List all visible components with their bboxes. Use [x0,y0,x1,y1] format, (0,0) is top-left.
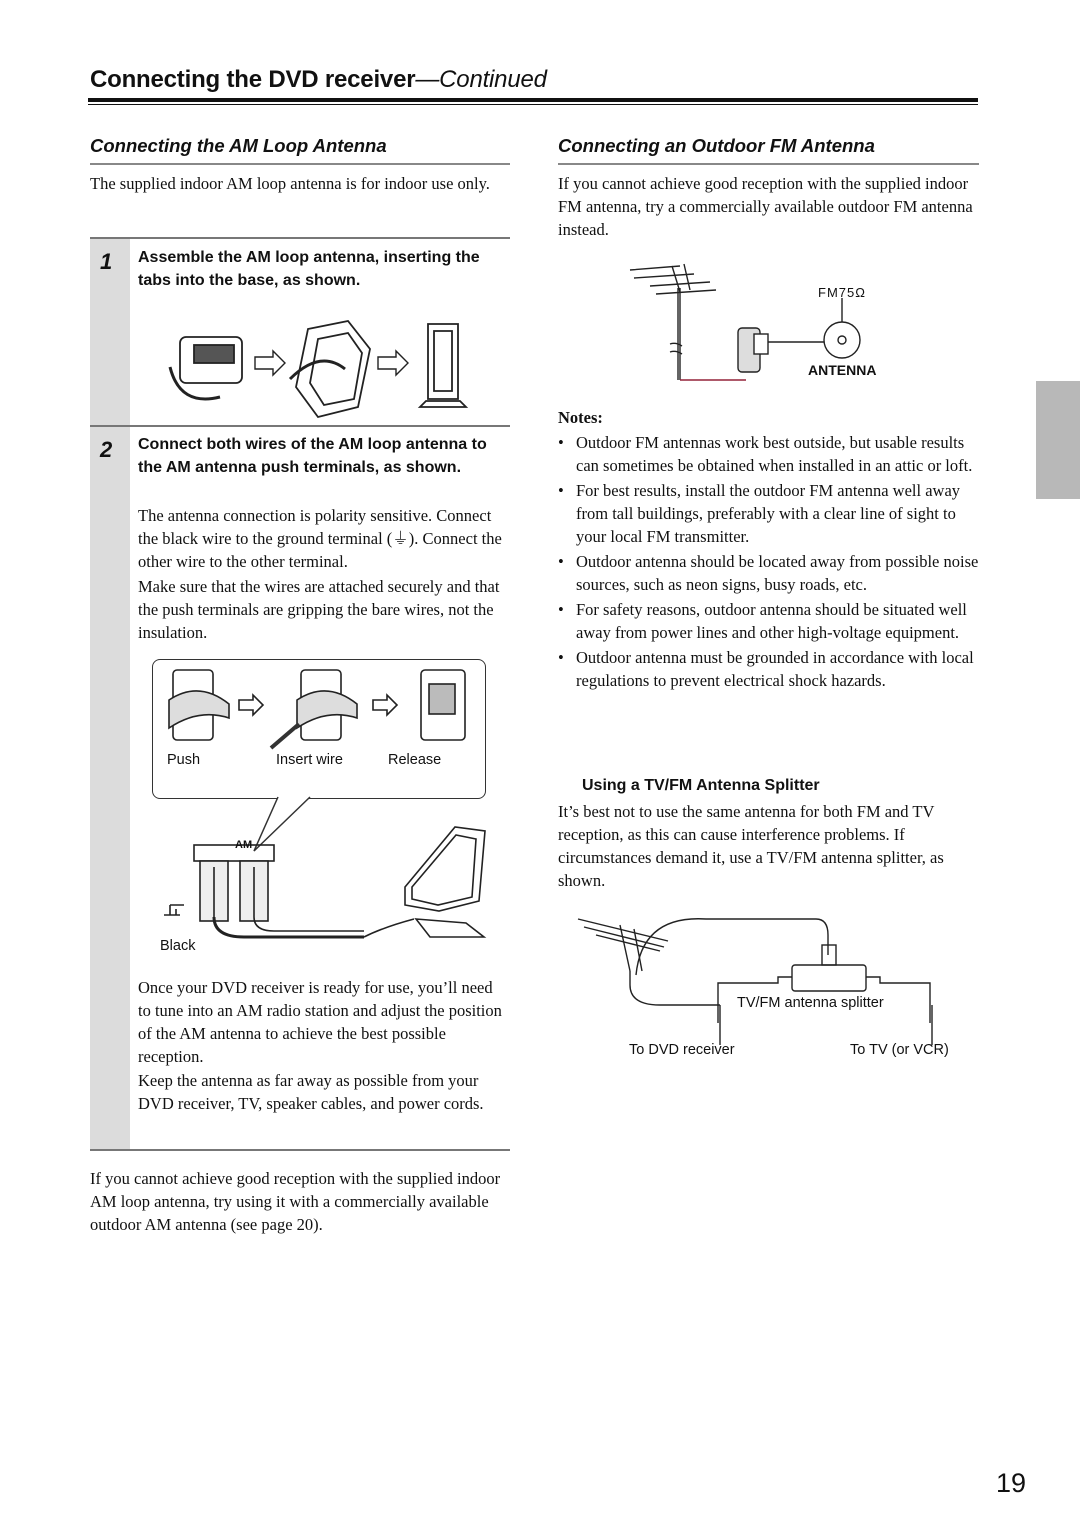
push-terminal-illustration [153,660,485,760]
splitter-heading: Using a TV/FM Antenna Splitter [582,777,820,794]
note-item: • Outdoor antenna should be located away from possible noise sources, such as neon signs, busy roads, etc. [558,550,980,596]
step2-bottom-rule [90,1149,510,1151]
section-heading-am: Connecting the AM Loop Antenna [90,135,387,156]
to-dvd-label: To DVD receiver [629,1042,735,1058]
fm-intro: If you cannot achieve good reception with the supplied indoor FM antenna, try a commercially available outdoor FM antenna instead. [558,174,973,239]
notes-title: Notes: [558,408,603,427]
page-title-main: Connecting the DVD receiver [90,66,416,93]
section-heading-fm: Connecting an Outdoor FM Antenna [558,135,875,156]
splitter-label: TV/FM antenna splitter [737,995,884,1011]
step1-box [90,239,510,425]
label-push: Push [167,752,201,768]
notes-list [558,431,980,694]
antenna-label: ANTENNA [808,362,877,378]
step1-number: 1 [100,249,113,274]
step2-keep-away-text: Keep the antenna as far away as possible from your DVD receiver, TV, speaker cables, and power cords. [138,1071,484,1113]
section-side-tab [1036,381,1080,499]
page-number: 19 [995,1468,1026,1498]
note-item: • Outdoor FM antennas work best outside, but usable results can sometimes be obtained when installed in an attic or loft. [558,431,980,477]
step2-title: Connect both wires of the AM loop antenna to the AM antenna push terminals, as shown. [138,436,487,476]
page-title [90,66,547,94]
ground-icon: ⏚ [392,529,409,548]
label-insert-wire: Insert wire [276,752,343,768]
tv-fm-splitter-illustration [570,905,970,1045]
to-tv-label: To TV (or VCR) [850,1042,949,1058]
step2-box [90,427,510,1149]
terminal-callout [152,659,486,799]
am-outro: If you cannot achieve good reception with the supplied indoor AM loop antenna, try using it with a commercially available outdoor AM antenna (see page 20). [90,1169,501,1234]
note-item: • For safety reasons, outdoor antenna should be situated well away from power lines and other high-voltage equipment. [558,598,980,644]
page-title-suffix: —Continued [415,66,547,93]
am-intro: The supplied indoor AM loop antenna is for indoor use only. [90,174,490,193]
header-rule [88,98,978,102]
am-loop-assembly-illustration [160,319,490,419]
splitter-text: It’s best not to use the same antenna for both FM and TV reception, as this can cause interference problems. If circumstances demand it, use a TV/FM antenna splitter, as shown. [558,802,944,890]
note-item: • Outdoor antenna must be grounded in accordance with local regulations to prevent electrical shock hazards. [558,646,980,692]
step1-title: Assemble the AM loop antenna, inserting the tabs into the base, as shown. [138,249,480,289]
step2-tune-text: Once your DVD receiver is ready for use, you’ll need to tune into an AM radio station and adjust the position of the AM antenna to achieve the best possible reception. [138,978,502,1066]
label-release: Release [388,752,442,768]
fm75-label: FM75Ω [818,285,866,300]
section-rule-am [90,163,510,165]
header-rule-thin [88,104,978,105]
step2-secure-text: Make sure that the wires are attached securely and that the push terminals are gripping the bare wires, not the insulation. [138,577,500,642]
section-rule-fm [558,163,979,165]
am-terminal-connection-illustration [150,817,510,947]
label-black: Black [160,938,196,954]
note-item: • For best results, install the outdoor FM antenna well away from tall buildings, preferably with a clear line of sight to your local FM transmitter. [558,479,980,548]
step2-number: 2 [100,437,113,462]
step2-polarity-text: The antenna connection is polarity sensitive. Connect the black wire to the ground terminal (⏚). Connect the other wire to the other terminal. [138,506,502,571]
am-terminal-label: AM [235,839,253,851]
